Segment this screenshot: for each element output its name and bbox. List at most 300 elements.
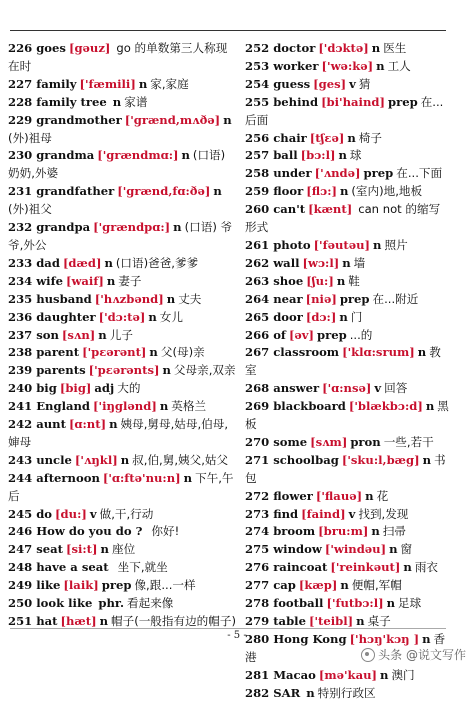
entry-meaning: 坐下,就坐 (117, 560, 168, 575)
entry-meaning: 墙 (353, 255, 366, 270)
entry-part-of-speech: n (371, 524, 380, 539)
entry-word: answer (273, 381, 320, 396)
entry-meaning: 在...后面 (245, 94, 444, 127)
entry-part-of-speech: prep (387, 94, 418, 109)
entry-meaning: 教室 (245, 345, 441, 378)
vocab-entry (8, 344, 236, 362)
entry-phonetic: [du:] (55, 506, 87, 521)
right-column (245, 40, 450, 703)
entry-number: 266 (245, 327, 270, 342)
entry-word: son (36, 327, 59, 342)
vocab-entry (245, 667, 450, 685)
entry-meaning: (外)祖父 (8, 202, 52, 217)
entry-phonetic: ['pɛərənt] (82, 345, 147, 360)
vocab-entry (8, 559, 236, 577)
entry-meaning: 做,干,行动 (99, 506, 154, 521)
entry-meaning: 香港 (245, 631, 446, 664)
entry-word: Hong Kong (273, 631, 347, 646)
entry-word: family tree (36, 94, 107, 109)
entry-part-of-speech: n (213, 184, 222, 199)
entry-meaning: 医生 (383, 41, 407, 55)
entry-part-of-speech: n (159, 399, 169, 414)
vocab-entry (245, 255, 450, 273)
entry-meaning: 足球 (398, 596, 422, 611)
entry-meaning: 花 (376, 488, 389, 503)
entry-meaning: 下午,午后 (8, 470, 234, 503)
entry-meaning: 便帽,军帽 (351, 578, 402, 593)
entry-number: 264 (245, 291, 270, 306)
entry-word: under (273, 166, 312, 181)
entry-part-of-speech: n (138, 76, 148, 91)
vocab-entry (245, 344, 450, 380)
entry-number: 232 (8, 220, 33, 235)
entry-phonetic: [hæt] (60, 614, 97, 628)
entry-number: 256 (245, 130, 270, 145)
entry-number: 276 (245, 560, 270, 575)
entry-word: find (273, 506, 299, 521)
entry-meaning: 雨衣 (414, 560, 439, 575)
vocab-entry (245, 291, 450, 309)
entry-part-of-speech: n (365, 488, 374, 503)
vocab-entry (245, 506, 450, 524)
entry-part-of-speech: prep (317, 327, 347, 342)
entry-meaning: ...的 (349, 327, 373, 342)
entry-phonetic: [əv] (288, 327, 315, 342)
entry-word: look like (36, 596, 93, 611)
entry-word: wife (36, 273, 63, 288)
entry-word: husband (36, 291, 92, 306)
entry-meaning: (室内)地,地板 (351, 184, 423, 199)
entry-part-of-speech: v (89, 506, 97, 521)
entry-part-of-speech: n (339, 184, 349, 199)
vocab-entry (8, 541, 236, 559)
entry-meaning: 窗 (400, 542, 413, 557)
entry-phonetic: ['reinkəut] (330, 560, 401, 575)
entry-part-of-speech: prep (339, 291, 370, 306)
entry-phonetic: ['hʌzbənd] (94, 291, 164, 306)
vocab-entry (8, 309, 236, 327)
entry-part-of-speech: n (149, 345, 158, 360)
entry-number: 237 (8, 327, 33, 342)
entry-meaning: 照片 (384, 237, 408, 252)
entry-part-of-speech: prep (363, 166, 394, 181)
entry-phonetic: [mə'kau] (318, 667, 377, 682)
entry-word: have a seat (36, 560, 109, 575)
entry-number: 249 (8, 578, 33, 593)
vocab-entry (245, 237, 450, 255)
entry-word: hat (36, 614, 58, 628)
entry-part-of-speech: n (336, 273, 346, 288)
entry-number: 258 (245, 166, 270, 181)
entry-part-of-speech: n (109, 417, 118, 432)
entry-phonetic: ['fæmili] (79, 76, 136, 91)
entry-part-of-speech: adj (94, 381, 115, 396)
entry-word: How do you do ? (36, 524, 143, 539)
entry-part-of-speech: n (386, 596, 396, 611)
vocab-entry (245, 40, 450, 58)
entry-number: 267 (245, 345, 270, 360)
entry-number: 241 (8, 399, 33, 414)
entry-word: daughter (36, 309, 96, 324)
entry-number: 231 (8, 184, 33, 199)
entry-part-of-speech: n (162, 363, 171, 378)
vocab-entry (245, 183, 450, 201)
entry-part-of-speech: n (183, 470, 193, 485)
entry-number: 253 (245, 58, 270, 73)
entry-phonetic: ['grænd,fɑ:ðə] (117, 184, 211, 199)
entry-phonetic: [gəuz] (68, 41, 111, 55)
vocab-entry (245, 398, 450, 434)
entry-meaning: 在...下面 (396, 166, 443, 181)
entry-part-of-speech: n (223, 112, 232, 127)
entry-meaning: 椅子 (358, 130, 382, 145)
entry-word: broom (273, 524, 316, 539)
entry-meaning: (口语) 奶奶,外婆 (8, 148, 226, 181)
entry-number: 281 (245, 667, 270, 682)
entry-word: aunt (36, 417, 66, 432)
entry-word: blackboard (273, 399, 346, 414)
vocab-entry (245, 523, 450, 541)
entry-meaning: 儿子 (109, 327, 133, 342)
entry-meaning: 门 (350, 309, 363, 324)
entry-phonetic: ['wə:kə] (321, 58, 374, 73)
entry-word: afternoon (36, 470, 100, 485)
entry-word: parents (36, 363, 86, 378)
entry-phonetic: [wɔ:l] (302, 255, 340, 270)
entry-part-of-speech: n (120, 452, 130, 467)
vocab-entry (8, 273, 236, 291)
entry-number: 234 (8, 273, 33, 288)
entry-meaning: (外)祖母 (8, 130, 52, 145)
entry-meaning: go 的单数第三人称现在时 (8, 41, 228, 73)
entry-part-of-speech: n (106, 273, 116, 288)
entry-number: 250 (8, 596, 33, 611)
entry-word: like (36, 578, 61, 593)
entry-word: dad (36, 255, 60, 270)
vocab-entry (8, 470, 236, 506)
vocab-entry (245, 559, 450, 577)
watermark-text: 头条 @说文写作 (378, 648, 466, 662)
entry-word: some (273, 434, 308, 449)
entry-meaning: 女儿 (159, 309, 183, 324)
entry-word: raincoat (273, 560, 328, 575)
vocab-entry (8, 523, 236, 541)
vocab-entry (245, 434, 450, 452)
entry-meaning: 特别行政区 (317, 685, 376, 700)
entry-word: guess (273, 76, 311, 91)
entry-part-of-speech: n (422, 452, 432, 467)
entry-number: 229 (8, 112, 33, 127)
entry-number: 282 (245, 685, 270, 700)
vocab-entry (8, 255, 236, 273)
entry-number: 265 (245, 309, 270, 324)
entry-phonetic: [laik] (63, 578, 99, 593)
vocab-entry (245, 309, 450, 327)
entry-meaning: 扫帚 (382, 524, 406, 539)
entry-number: 270 (245, 434, 270, 449)
entry-word: wall (273, 255, 300, 270)
entry-number: 247 (8, 542, 33, 557)
entry-meaning: 姨母,舅母,姑母,伯母,婶母 (8, 417, 229, 449)
entry-word: family (36, 76, 77, 91)
entry-word: flower (273, 488, 313, 503)
entry-part-of-speech: n (339, 309, 348, 324)
entry-meaning: 回答 (384, 381, 408, 396)
entry-meaning: can not 的缩写形式 (245, 202, 441, 235)
entry-meaning: 在...附近 (372, 291, 419, 306)
entry-phonetic: [ges] (313, 76, 347, 91)
entry-word: seat (36, 542, 63, 557)
vocab-entry (245, 147, 450, 165)
vocab-entry (245, 685, 450, 703)
entry-part-of-speech: n (380, 667, 389, 682)
entry-phonetic: [dɔ:] (305, 309, 337, 324)
entry-number: 271 (245, 452, 270, 467)
entry-number: 226 (8, 41, 33, 55)
entry-meaning: 工人 (387, 58, 411, 73)
left-column (8, 40, 236, 631)
entry-meaning: 帽子(一般指有边的帽子) (111, 614, 236, 628)
vocab-entry (8, 112, 236, 148)
entry-word: chair (273, 130, 307, 145)
entry-number: 242 (8, 417, 33, 432)
entry-meaning: 座位 (111, 542, 136, 557)
entry-phonetic: ['ɑ:ftə'nu:n] (102, 470, 181, 485)
entry-meaning: 家,家庭 (150, 76, 189, 91)
entry-phonetic: [niə] (305, 291, 337, 306)
entry-word: floor (273, 184, 304, 199)
entry-phonetic: [ʃu:] (306, 273, 334, 288)
entry-number: 279 (245, 614, 270, 628)
entry-meaning: 桌子 (367, 614, 391, 628)
entry-phonetic: [si:t] (65, 542, 98, 557)
entry-meaning: 叔,伯,舅,姨父,姑父 (132, 452, 229, 467)
entry-number: 280 (245, 631, 270, 646)
entry-number: 230 (8, 148, 33, 163)
entry-part-of-speech: n (306, 685, 315, 700)
entry-number: 257 (245, 148, 270, 163)
vocab-entry (245, 76, 450, 94)
entry-part-of-speech: pron (350, 434, 381, 449)
entry-word: window (273, 542, 322, 557)
entry-part-of-speech: v (374, 381, 382, 396)
vocab-entry (245, 541, 450, 559)
entry-word: of (273, 327, 286, 342)
entry-number: 263 (245, 273, 270, 288)
entry-part-of-speech: n (389, 542, 398, 557)
entry-number: 268 (245, 381, 270, 396)
vocab-entry (245, 130, 450, 148)
entry-part-of-speech: n (342, 255, 351, 270)
entry-phonetic: ['hɔŋ'kɔŋ ] (349, 631, 420, 646)
entry-part-of-speech: prep (101, 578, 132, 593)
entry-number: 278 (245, 596, 270, 611)
entry-number: 261 (245, 237, 270, 252)
entry-part-of-speech: n (425, 399, 435, 414)
entry-meaning: 妻子 (118, 273, 142, 288)
entry-number: 238 (8, 345, 33, 360)
entry-number: 251 (8, 614, 33, 628)
entry-meaning: 鞋 (348, 273, 360, 288)
entry-part-of-speech: n (148, 309, 157, 324)
entry-phonetic: [sʌm] (310, 434, 348, 449)
entry-part-of-speech: n (417, 345, 427, 360)
entry-part-of-speech: v (348, 506, 356, 521)
vocab-entry (8, 577, 236, 595)
entry-phonetic: [sʌn] (61, 327, 96, 342)
entry-number: 252 (245, 41, 270, 55)
entry-phonetic: [bi'haind] (321, 94, 385, 109)
entry-meaning: 澳门 (391, 667, 415, 682)
vocab-entry (8, 452, 236, 470)
entry-number: 259 (245, 184, 270, 199)
entry-phonetic: [tʃɛə] (309, 130, 345, 145)
entry-part-of-speech: n (347, 130, 356, 145)
entry-meaning: 你好! (151, 524, 180, 539)
entry-word: football (273, 596, 324, 611)
vocab-entry (245, 327, 450, 345)
vocab-entry (245, 577, 450, 595)
entry-word: Macao (273, 667, 316, 682)
entry-meaning: 父母亲,双亲 (173, 363, 236, 378)
entry-number: 254 (245, 76, 270, 91)
entry-meaning: 看起来像 (127, 596, 174, 611)
entry-part-of-speech: n (104, 255, 113, 270)
entry-word: behind (273, 94, 319, 109)
entry-phonetic: ['iŋglənd] (93, 399, 157, 414)
entry-meaning: 家谱 (124, 94, 148, 109)
entry-phonetic: ['futbɔ:l] (326, 596, 384, 611)
entry-phonetic: [big] (59, 381, 92, 396)
entry-phonetic: ['windəu] (324, 542, 387, 557)
vocab-entry (8, 327, 236, 345)
entry-part-of-speech: n (373, 237, 382, 252)
entry-number: 272 (245, 488, 270, 503)
vocab-entry (8, 76, 236, 94)
vocab-entry (8, 506, 236, 524)
entry-phonetic: ['teibl] (308, 614, 354, 628)
entry-word: grandma (36, 148, 95, 163)
entry-meaning: 一些,若干 (383, 434, 434, 449)
entry-meaning: 书包 (245, 452, 446, 485)
vocab-entry (245, 58, 450, 76)
entry-word: doctor (273, 41, 316, 55)
entry-word: cap (273, 578, 296, 593)
entry-part-of-speech: n (403, 560, 412, 575)
entry-number: 245 (8, 506, 33, 521)
entry-part-of-speech: n (376, 58, 385, 73)
entry-part-of-speech: phr. (98, 596, 124, 611)
entry-word: photo (273, 237, 311, 252)
entry-phonetic: [kænt] (308, 202, 353, 217)
vocab-entry (8, 595, 236, 613)
entry-word: table (273, 614, 306, 628)
vocab-entry (245, 488, 450, 506)
vocab-entry (8, 40, 236, 76)
entry-phonetic: ['pɛərənts] (88, 363, 160, 378)
entry-number: 228 (8, 94, 33, 109)
entry-phonetic: ['flauə] (315, 488, 363, 503)
entry-part-of-speech: n (422, 631, 431, 646)
watermark-logo-icon (361, 648, 375, 662)
vocab-entry (245, 201, 450, 237)
entry-number: 260 (245, 202, 270, 217)
entry-word: do (36, 506, 53, 521)
entry-phonetic: ['grændmɑ:] (97, 148, 179, 163)
footer-rule (10, 628, 446, 629)
entry-word: schoolbag (273, 452, 339, 467)
entry-number: 248 (8, 560, 33, 575)
entry-phonetic: [ɑ:nt] (68, 417, 107, 432)
vocab-entry (245, 165, 450, 183)
entry-word: shoe (273, 273, 304, 288)
entry-meaning: (口语)爸爸,爹爹 (115, 255, 199, 270)
entry-number: 240 (8, 381, 33, 396)
entry-phonetic: ['klɑ:srum] (342, 345, 415, 360)
entry-number: 243 (8, 452, 33, 467)
entry-part-of-speech: n (99, 614, 108, 628)
entry-number: 235 (8, 291, 33, 306)
vocab-entry (245, 273, 450, 291)
page-number: - 5 - (227, 630, 247, 641)
entry-number: 246 (8, 524, 33, 539)
vocab-entry (8, 398, 236, 416)
entry-word: classroom (273, 345, 340, 360)
entry-number: 269 (245, 399, 270, 414)
entry-part-of-speech: n (371, 41, 381, 55)
vocab-entry (8, 94, 236, 112)
entry-word: uncle (36, 452, 72, 467)
vocab-entry (245, 94, 450, 130)
entry-phonetic: [waif] (65, 273, 104, 288)
entry-meaning: 猜 (358, 76, 371, 91)
entry-phonetic: ['dɔ:tə] (98, 309, 146, 324)
header-rule (10, 30, 446, 31)
entry-word: can't (273, 202, 306, 217)
watermark (361, 646, 466, 663)
entry-meaning: 找到,发现 (358, 506, 409, 521)
entry-phonetic: ['ɑ:nsə] (322, 381, 372, 396)
entry-word: grandmother (36, 112, 122, 127)
vocab-entry (8, 380, 236, 398)
entry-phonetic: ['ʌndə] (314, 166, 361, 181)
vocab-entry (8, 416, 236, 452)
entry-part-of-speech: n (166, 291, 176, 306)
entry-part-of-speech: n (356, 614, 365, 628)
entry-number: 262 (245, 255, 270, 270)
vocab-entry (8, 183, 236, 219)
entry-meaning: 父(母)亲 (160, 345, 205, 360)
entry-number: 239 (8, 363, 33, 378)
vocab-entry (8, 219, 236, 255)
entry-part-of-speech: v (349, 76, 356, 91)
entry-number: 274 (245, 524, 270, 539)
entry-number: 227 (8, 76, 33, 91)
entry-meaning: 球 (349, 148, 362, 163)
entry-word: goes (36, 41, 66, 55)
vocab-entry (8, 362, 236, 380)
entry-phonetic: ['sku:l,bæg] (341, 452, 420, 467)
entry-number: 233 (8, 255, 33, 270)
entry-meaning: 丈夫 (178, 291, 202, 306)
entry-word: worker (273, 58, 319, 73)
vocab-entry (245, 380, 450, 398)
entry-part-of-speech: n (338, 148, 347, 163)
entry-number: 275 (245, 542, 270, 557)
entry-word: ball (273, 148, 298, 163)
entry-word: big (36, 381, 57, 396)
entry-phonetic: ['ʌŋkl] (74, 452, 118, 467)
